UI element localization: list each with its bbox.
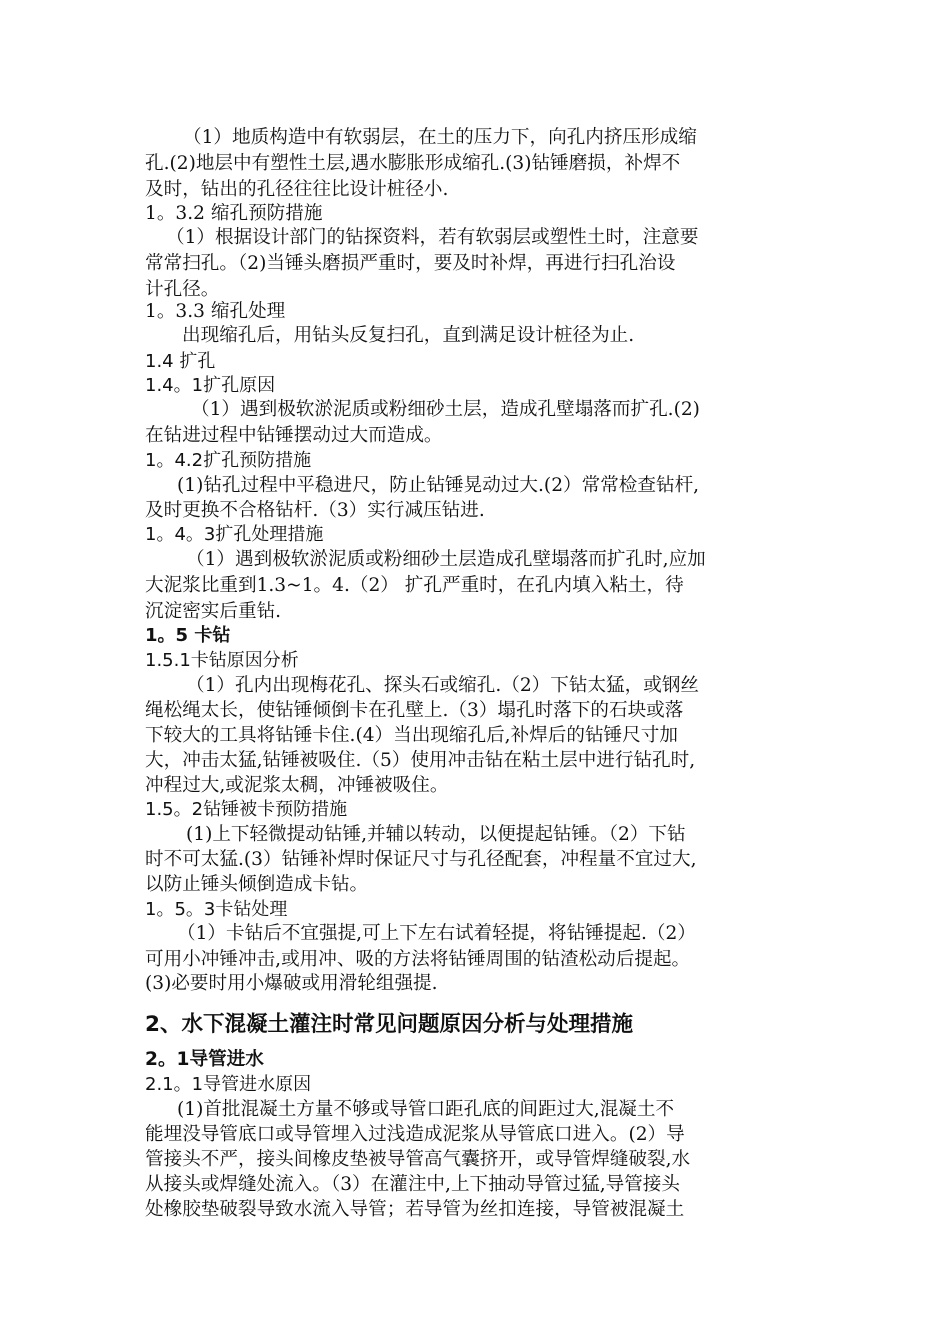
paragraph-line: 大，冲击太猛,钻锤被吸住.（5）使用冲击钻在粘土层中进行钻孔时, [145, 750, 696, 771]
paragraph-line: 孔.(2)地层中有塑性土层,遇水膨胀形成缩孔.(3)钻锤磨损，补焊不 [145, 153, 681, 174]
section-heading: 1.5。2钻锤被卡预防措施 [145, 799, 348, 820]
paragraph-line: 从接头或焊缝处流入。（3）在灌注中,上下抽动导管过猛,导管接头 [145, 1174, 680, 1195]
paragraph-line: (1)钻孔过程中平稳进尺，防止钻锤晃动过大.(2）常常检查钻杆, [177, 475, 700, 496]
paragraph-line: 大泥浆比重到1.3~1。4.（2） 扩孔严重时，在孔内填入粘土，待 [145, 575, 684, 596]
section-heading: 1。4。3扩孔处理措施 [145, 524, 324, 545]
paragraph-line: 时不可太猛.(3）钻锤补焊时保证尺寸与孔径配套，冲程量不宜过大, [145, 849, 697, 870]
section-heading: 1.4。1扩孔原因 [145, 375, 276, 396]
section-heading: 1。5。3卡钻处理 [145, 899, 288, 920]
paragraph-line: 计孔径。 [145, 279, 220, 300]
paragraph-line: 能埋没导管底口或导管埋入过浅造成泥浆从导管底口进入。(2）导 [145, 1124, 685, 1145]
section-heading: 1.4 扩孔 [145, 351, 216, 372]
paragraph-line: （1）根据设计部门的钻探资料，若有软弱层或塑性土时，注意要 [166, 227, 699, 248]
paragraph-line: 及时更换不合格钻杆.（3）实行减压钻进. [145, 500, 485, 521]
paragraph-line: （1）卡钻后不宜强提,可上下左右试着轻提，将钻锤提起.（2） [177, 923, 696, 944]
section-heading: 1。3.2 缩孔预防措施 [145, 203, 323, 224]
paragraph-line: （1）孔内出现梅花孔、探头石或缩孔.（2）下钻太猛，或钢丝 [186, 675, 700, 696]
paragraph-line: （1）地质构造中有软弱层，在土的压力下，向孔内挤压形成缩 [183, 127, 697, 148]
paragraph-line: 沉淀密实后重钻. [145, 601, 282, 622]
paragraph-line: 下较大的工具将钻锤卡住.(4）当出现缩孔后,补焊后的钻锤尺寸加 [145, 725, 678, 746]
paragraph-line: 绳松绳太长，使钻锤倾倒卡在孔壁上.（3）塌孔时落下的石块或落 [145, 700, 684, 721]
section-heading: 2。1导管进水 [145, 1049, 264, 1070]
paragraph-line: 冲程过大,或泥浆太稠，冲锤被吸住。 [145, 775, 449, 796]
paragraph-line: 常常扫孔。（2)当锤头磨损严重时，要及时补焊，再进行扫孔治设 [145, 253, 676, 274]
paragraph-line: 管接头不严，接头间橡皮垫被导管高气囊挤开，或导管焊缝破裂,水 [145, 1149, 691, 1170]
paragraph-line: 处橡胶垫破裂导致水流入导管；若导管为丝扣连接，导管被混凝土 [145, 1199, 685, 1220]
paragraph-line: (1)上下轻微提动钻锤,并辅以转动，以便提起钻锤。（2）下钻 [186, 824, 686, 845]
paragraph-line: 出现缩孔后，用钻头反复扫孔，直到满足设计桩径为止. [182, 325, 635, 346]
paragraph-line: （1）遇到极软淤泥质或粉细砂土层，造成孔壁塌落而扩孔.(2) [191, 399, 700, 420]
section-heading: 1。4.2扩孔预防措施 [145, 450, 312, 471]
paragraph-line: 在钻进过程中钻锤摆动过大而造成。 [145, 425, 443, 446]
section-heading: 2.1。1导管进水原因 [145, 1074, 312, 1095]
paragraph-line: 以防止锤头倾倒造成卡钻。 [145, 874, 369, 895]
paragraph-line: 及时，钻出的孔径往往比设计桩径小. [145, 179, 449, 200]
paragraph-line: (3)必要时用小爆破或用滑轮组强提. [145, 973, 438, 994]
section-heading: 1.5.1卡钻原因分析 [145, 650, 299, 671]
paragraph-line: (1)首批混凝土方量不够或导管口距孔底的间距过大,混凝土不 [177, 1099, 675, 1120]
section-heading: 1。5 卡钻 [145, 625, 231, 646]
paragraph-line: （1）遇到极软淤泥质或粉细砂土层造成孔壁塌落而扩孔时,应加 [186, 549, 706, 570]
section-heading: 1。3.3 缩孔处理 [145, 301, 286, 322]
paragraph-line: 可用小冲锤冲击,或用冲、吸的方法将钻锤周围的钻渣松动后提起。 [145, 949, 691, 970]
chapter-heading: 2、水下混凝土灌注时常见问题原因分析与处理措施 [145, 1012, 633, 1037]
